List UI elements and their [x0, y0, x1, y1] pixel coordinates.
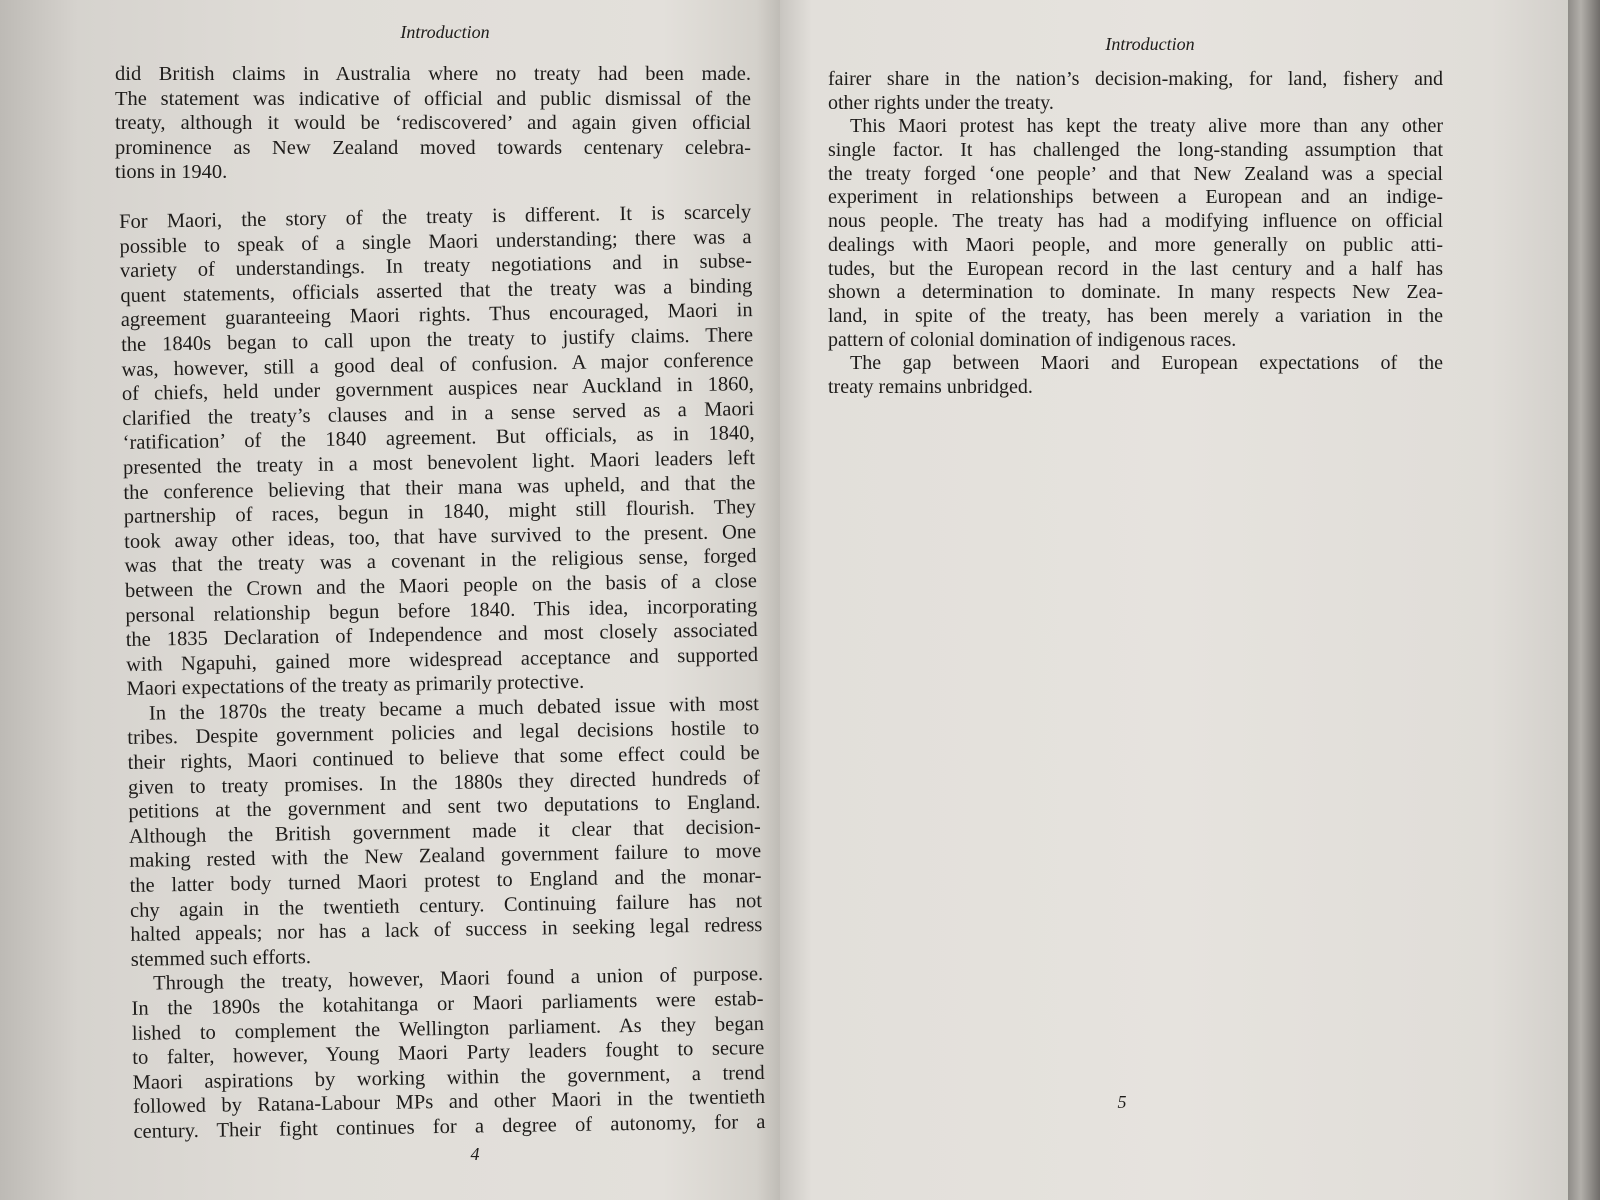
- text-line: pattern of colonial domination of indigenous races.: [828, 328, 1237, 351]
- text-line: the latter body turned Maori protest to England and the monar-: [129, 865, 762, 897]
- text-line: did British claims in Australia where no treaty had been made.: [115, 63, 751, 85]
- running-header: Introduction: [1105, 34, 1195, 54]
- paragraph-block-1: [115, 62, 751, 185]
- text-line: personal relationship begun before 1840. This idea, incorporating: [125, 594, 758, 627]
- text-line: presented the treaty in a most benevolent light. Maori leaders left: [122, 446, 756, 479]
- text-line: For Maori, the story of the treaty is different. It is scarcely: [119, 201, 752, 233]
- text-line: making rested with the New Zealand government failure to move: [129, 840, 762, 873]
- text-line: stemmed such efforts.: [130, 945, 312, 971]
- text-line: Through the treaty, however, Maori found a union of purpose.: [152, 963, 764, 995]
- text-line: followed by Ratana-Labour MPs and other Maori in the twentieth: [132, 1086, 766, 1119]
- text-line: nous people. The treaty has had a modifying influence on official: [828, 210, 1443, 233]
- text-line: quent statements, officials asserted that the treaty was a binding: [120, 274, 753, 307]
- text-line: given to treaty promises. In the 1880s they directed hundreds of: [127, 766, 761, 799]
- text-line: century. Their fight continues for a degree of autonomy, for a: [133, 1110, 766, 1143]
- running-header: Introduction: [400, 22, 490, 42]
- text-line: to falter, however, Young Maori Party leaders fought to secure: [132, 1037, 765, 1070]
- text-line: the treaty forged ‘one people’ and that New Zealand was a special: [828, 162, 1443, 185]
- text-line: other rights under the treaty.: [828, 91, 1054, 114]
- page-number: 4: [470, 1144, 480, 1164]
- left-page: [0, 0, 780, 1200]
- text-line: of chiefs, held under government auspices near Auckland in 1860,: [121, 373, 754, 406]
- text-line: partnership of races, begun in 1840, might still flourish. They: [123, 496, 756, 529]
- text-line: between the Crown and the Maori people on the basis of a close: [124, 569, 758, 602]
- text-line: fairer share in the nation’s decision-making, for land, fishery and: [828, 68, 1443, 90]
- text-line: In the 1870s the treaty became a much debated issue with most: [148, 692, 760, 725]
- text-line: treaty remains unbridged.: [828, 375, 1033, 398]
- text-line: the 1835 Declaration of Independence and most closely associated: [125, 619, 758, 652]
- text-line: This Maori protest has kept the treaty alive more than any other: [850, 115, 1443, 138]
- text-line: experiment in relationships between a European and an indige-: [828, 186, 1443, 209]
- text-line: was, however, still a good deal of confusion. A major conference: [121, 348, 754, 381]
- text-line: tions in 1940.: [115, 161, 228, 184]
- text-line: clarified the treaty’s clauses and in a sense served as a Maori: [122, 397, 755, 430]
- text-line: was that the treaty was a covenant in the religious sense, forged: [124, 545, 757, 578]
- text-line: variety of understandings. In treaty negotiations and in subse-: [119, 250, 753, 283]
- text-line: lished to complement the Wellington parliament. As they began: [131, 1012, 765, 1045]
- text-line: the conference believing that their mana was upheld, and that the: [123, 471, 756, 504]
- text-line: their rights, Maori continued to believe that some effect could be: [127, 742, 760, 774]
- text-line: dealings with Maori people, and more generally on public atti-: [828, 233, 1443, 256]
- text-line: The gap between Maori and European expectations of the: [850, 352, 1443, 375]
- text-line: Maori expectations of the treaty as primarily protective.: [126, 671, 585, 701]
- paragraph-block: [828, 68, 1443, 400]
- text-line: possible to speak of a single Maori understanding; there was a: [119, 225, 752, 258]
- book-edge: [1568, 0, 1600, 1200]
- page-number: 5: [1117, 1092, 1127, 1112]
- text-line: the 1840s began to call upon the treaty to justify claims. There: [120, 324, 754, 356]
- text-line: treaty, although it would be ‘rediscovered’ and again given official: [115, 112, 751, 135]
- text-line: with Ngapuhi, gained more widespread acceptance and supported: [125, 643, 759, 676]
- text-line: prominence as New Zealand moved towards centenary celebra-: [115, 136, 751, 159]
- text-line: land, in spite of the treaty, has been merely a variation in the: [828, 304, 1443, 327]
- text-line: halted appeals; nor has a lack of success in seeking legal redress: [130, 914, 763, 947]
- text-line: The statement was indicative of official and public dismissal of the: [115, 87, 751, 110]
- text-line: tudes, but the European record in the last century and a half has: [828, 257, 1443, 280]
- text-line: shown a determination to dominate. In many respects New Zea-: [828, 281, 1443, 304]
- text-line: Maori aspirations by working within the government, a trend: [132, 1061, 765, 1094]
- right-page: [780, 0, 1570, 1200]
- text-line: chy again in the twentieth century. Continuing failure has not: [129, 889, 763, 922]
- paragraph-block-2: [119, 200, 766, 1144]
- text-line: Although the British government made it clear that decision-: [128, 815, 761, 848]
- text-line: agreement guaranteeing Maori rights. Thus encouraged, Maori in: [120, 299, 753, 332]
- text-line: ‘ratification’ of the 1840 agreement. But officials, as in 1840,: [122, 422, 755, 455]
- text-line: single factor. It has challenged the long-standing assumption that: [828, 139, 1443, 162]
- text-line: petitions at the government and sent two deputations to England.: [128, 791, 761, 824]
- text-line: tribes. Despite government policies and legal decisions hostile to: [127, 717, 760, 750]
- text-line: In the 1890s the kotahitanga or Maori parliaments were estab-: [131, 987, 764, 1020]
- text-line: took away other ideas, too, that have survived to the present. One: [124, 520, 757, 553]
